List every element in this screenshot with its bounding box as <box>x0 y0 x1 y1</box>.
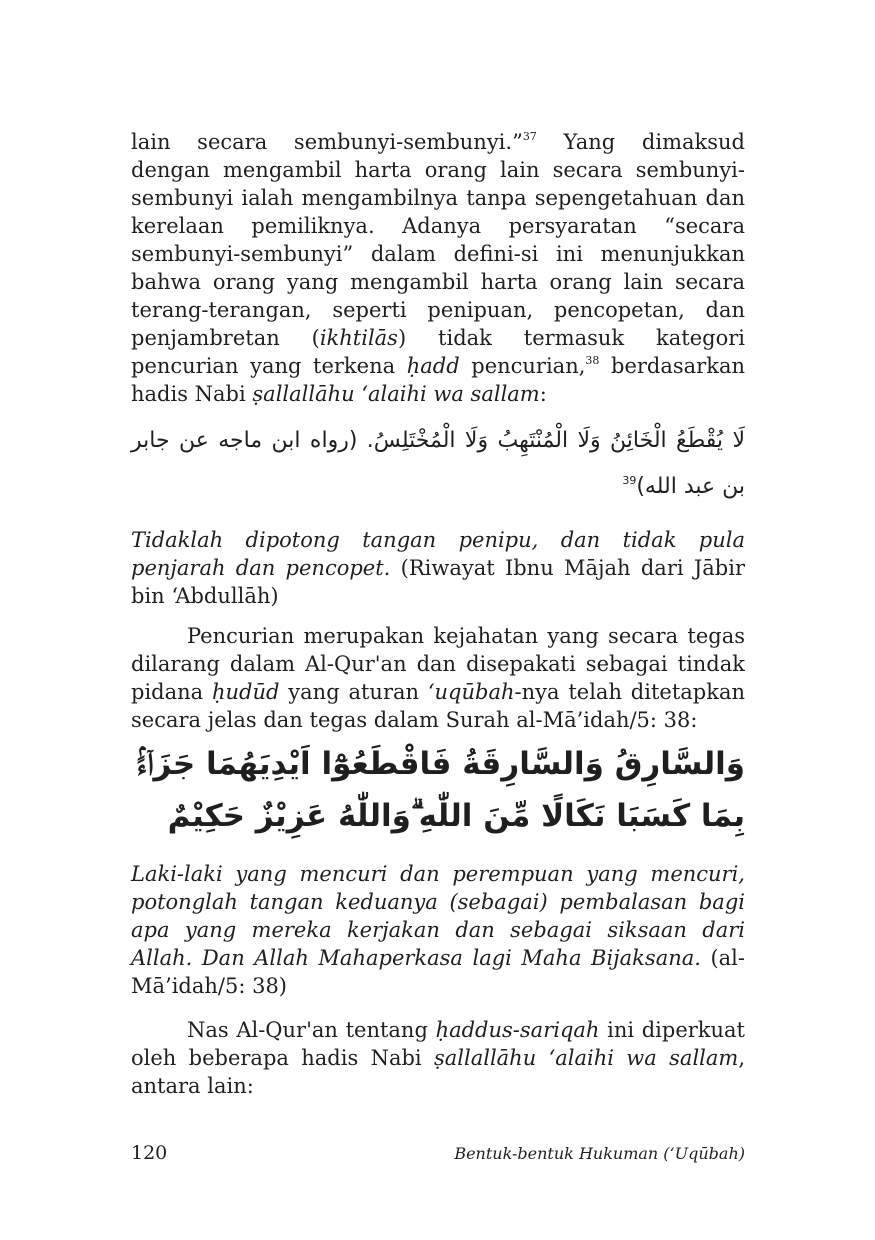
footnote-ref-37[interactable]: 37 <box>522 130 537 143</box>
text-run: ) tidak termasuk kategori pencurian yang terkena <box>131 326 745 378</box>
quran-verse-arabic: وَالسَّارِقُ وَالسَّارِقَةُ فَاقْطَعُوْٓا اَيْدِيَهُمَا جَزَاۤءًۢ بِمَا كَسَبَا نَكَالًا مِّنَ اللّٰهِ ۗوَاللّٰهُ عَزِيْزٌ حَكِيْمٌ <box>137 746 745 834</box>
term-hudud: ḥudūd <box>212 680 280 704</box>
text-run: -nya telah ditetapkan secara jelas dan tegas dalam Surah al-Mā’idah/5: 38: <box>131 680 745 732</box>
text-run: yang aturan <box>279 680 428 704</box>
term-haddus-sariqah: ḥaddus-sariqah <box>435 1018 600 1042</box>
running-head: Bentuk-bentuk Hukuman (‘Uqūbah) <box>454 1144 745 1163</box>
term-hadd: ḥadd <box>406 354 460 378</box>
term-ikhtilas: ikhtilās <box>319 326 398 350</box>
text-run: , antara lain: <box>131 1046 745 1098</box>
page-number: 120 <box>131 1142 168 1164</box>
text-run: Yang dimaksud dengan mengambil harta orang lain secara sembunyi-sembunyi ialah mengambilnya tanpa sepengetahuan dan kerelaan pemiliknya. Adanya persyaratan “secara sembunyi-sembunyi” dalam defini-si ini menunjukkan bahwa orang yang mengambil harta orang lain secara terang-terangan, seperti penipuan, pencopetan, dan penjambretan ( <box>131 130 745 350</box>
paragraph-definition <box>131 128 745 408</box>
verse-translation <box>131 860 745 1000</box>
verse-translation-text: Laki-laki yang mencuri dan perempuan yang mencuri, potonglah tangan keduanya (sebagai) pembalasan bagi apa yang mereka kerjakan dan sebagai siksaan dari Allah. Dan Allah Mahaperkasa lagi Maha Bijaksana. <box>131 862 745 970</box>
text-run: ini diperkuat oleh beberapa hadis Nabi <box>131 1018 745 1070</box>
hadith-translation <box>131 526 745 610</box>
text-run: pencurian, <box>459 354 586 378</box>
term-salawat: ṣallallāhu ‘alaihi wa sallam <box>433 1046 739 1070</box>
term-salawat: ṣallallāhu ‘alaihi wa sallam <box>252 382 540 406</box>
term-uqubah: ‘uqūbah <box>427 680 515 704</box>
verse-source: (al-Mā’idah/5: 38) <box>131 946 745 998</box>
text-run: Pencurian merupakan kejahatan yang secara tegas dilarang dalam Al-Qur'an dan disepakati sebagai tindak pidana <box>131 624 745 704</box>
hadith-translation-text: Tidaklah dipotong tangan penipu, dan tidak pula penjarah dan pencopet. <box>131 528 745 580</box>
page-body <box>131 128 745 1100</box>
paragraph-reinforcement <box>131 1016 745 1100</box>
text-run: lain secara sembunyi-sembunyi.” <box>131 130 523 154</box>
page-footer <box>131 1142 745 1164</box>
hadith-source: (Riwayat Ibnu Mājah dari Jābir bin ‘Abdullāh) <box>131 556 745 608</box>
paragraph-prohibition <box>131 622 745 734</box>
hadith-arabic <box>131 418 745 510</box>
text-run: berdasarkan hadis Nabi <box>131 354 745 406</box>
text-run: : <box>539 382 547 406</box>
footnote-ref-39[interactable]: 39 <box>622 474 637 487</box>
hadith-arabic-text: لَا يُقْطَعُ الْخَائِنُ وَلَا الْمُنْتَهِبُ وَلَا الْمُخْتَلِسُ. (رواه ابن ماجه عن جابر بن عبد الله) <box>131 428 745 499</box>
footnote-ref-38[interactable]: 38 <box>585 354 600 367</box>
text-run: Nas Al-Qur'an tentang <box>187 1018 436 1042</box>
